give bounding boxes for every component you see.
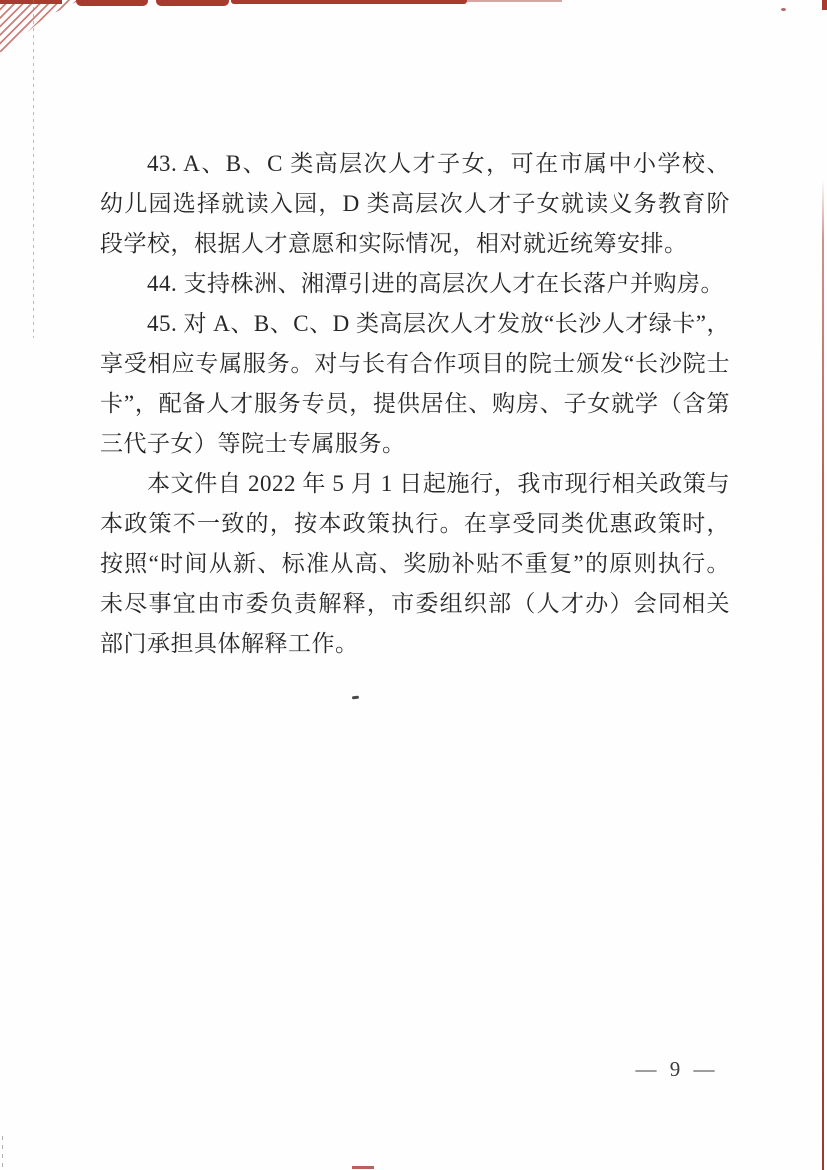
red-top-edge-mark-1 [0,0,62,4]
paragraph-item-45: 45. 对 A、B、C、D 类高层次人才发放“长沙人才绿卡”，享受相应专属服务。对与长有合作项目的院士颁发“长沙院士卡”，配备人才服务专员，提供居住、购房、子女就学（含第三代子女）等院士专属服务。 [100,311,730,456]
red-top-edge-mark-5 [467,0,562,2]
red-speck-top-right [781,8,786,11]
red-corner-scribble-mark [0,0,80,52]
paragraph-closing-provision: 本文件自 2022 年 5 月 1 日起施行，我市现行相关政策与本政策不一致的，按本政策执行。在享受同类优惠政策时，按照“时间从新、标准从高、奖励补贴不重复”的原则执行。未尽事宜由市委负责解释，市委组织部（人才办）会同相关部门承担具体解释工作。 [100,471,730,656]
red-bottom-edge-mark [352,1166,374,1169]
paragraph-item-43: 43. A、B、C 类高层次人才子女，可在市属中小学校、幼儿园选择就读入园，D 类高层次人才子女就读义务教育阶段学校，根据人才意愿和实际情况，相对就近统筹安排。 [100,151,730,256]
paragraph-item-44: 44. 支持株洲、湘潭引进的高层次人才在长落户并购房。 [147,271,724,296]
left-fold-scan-line [33,0,34,338]
red-top-right-corner-tick [822,0,827,10]
red-top-edge-mark-3 [156,0,229,6]
page-number: — 9 — [635,1057,719,1081]
bottom-left-scan-dashes [2,1136,3,1170]
red-top-edge-mark-4 [231,0,467,4]
red-right-edge-line [822,180,824,1170]
document-body [100,144,730,664]
scan-speck [352,696,359,700]
red-top-edge-mark-2 [76,0,148,6]
